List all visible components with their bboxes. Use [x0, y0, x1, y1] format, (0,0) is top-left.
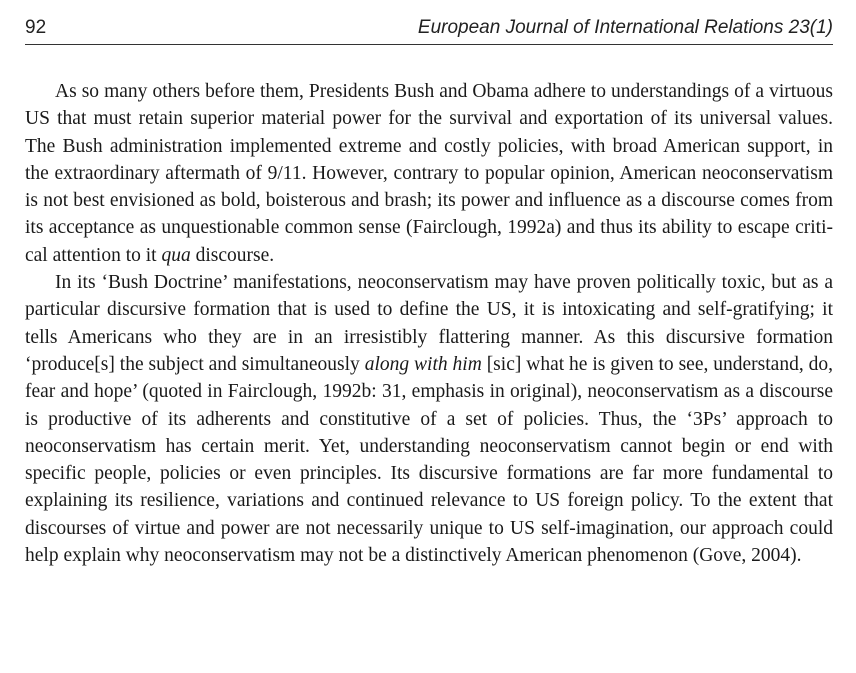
- header-rule: [25, 44, 833, 45]
- paragraph: [25, 78, 833, 269]
- paragraph-text: In its ‘Bush Doctrine’ manifestations, neoconservatism may have proven politically toxic, but as a particular discursive formation that is used to define the US, it is intoxicating and self-gratifying; it tells Americans who they are in an irresistibly flattering manner. As this discursive formation ‘produce[s] the subject and simultaneously: [25, 272, 833, 375]
- article-body: [25, 78, 833, 569]
- paragraph-text: [sic] what he is given to see, understand, do, fear and hope’ (quoted in Fairclough, 1992b: 31, emphasis in original), neoconservatism as a discourse is productive of its adherents and constitutive of a set of policies. Thus, the ‘3Ps’ approach to neoconservatism has certain merit. Yet, understanding neoconservatism cannot begin or end with specific people, policies or even principles. Its discursive formations are far more fundamental to explaining its resilience, variations and continued relevance to US foreign policy. To the extent that discourses of virtue and power are not necessarily unique to US self-imagination, our approach could help explain why neoconservatism may not be a distinctively American phenomenon (Gove, 2004).: [25, 353, 833, 567]
- page-number: 92: [25, 17, 47, 38]
- italic-text: along with him: [364, 353, 482, 375]
- italic-text: qua: [161, 244, 191, 266]
- running-head: [25, 16, 833, 46]
- paragraph: [25, 269, 833, 569]
- journal-title: European Journal of International Relations 23(1): [417, 17, 833, 38]
- paragraph-text: As so many others before them, Presidents Bush and Obama adhere to understandings of a virtuous US that must retain superior material power for the survival and exportation of its universal values. The Bush administration implemented extreme and costly policies, with broad American support, in the extraordinary aftermath of 9/11. However, contrary to popular opinion, American neoconservatism is not best envisioned as bold, boisterous and brash; its power and influence as a discourse comes from its acceptance as unquestionable common sense (Fairclough, 1992a) and thus its ability to escape critical attention to it: [25, 81, 833, 266]
- paragraph-text: discourse.: [190, 244, 275, 266]
